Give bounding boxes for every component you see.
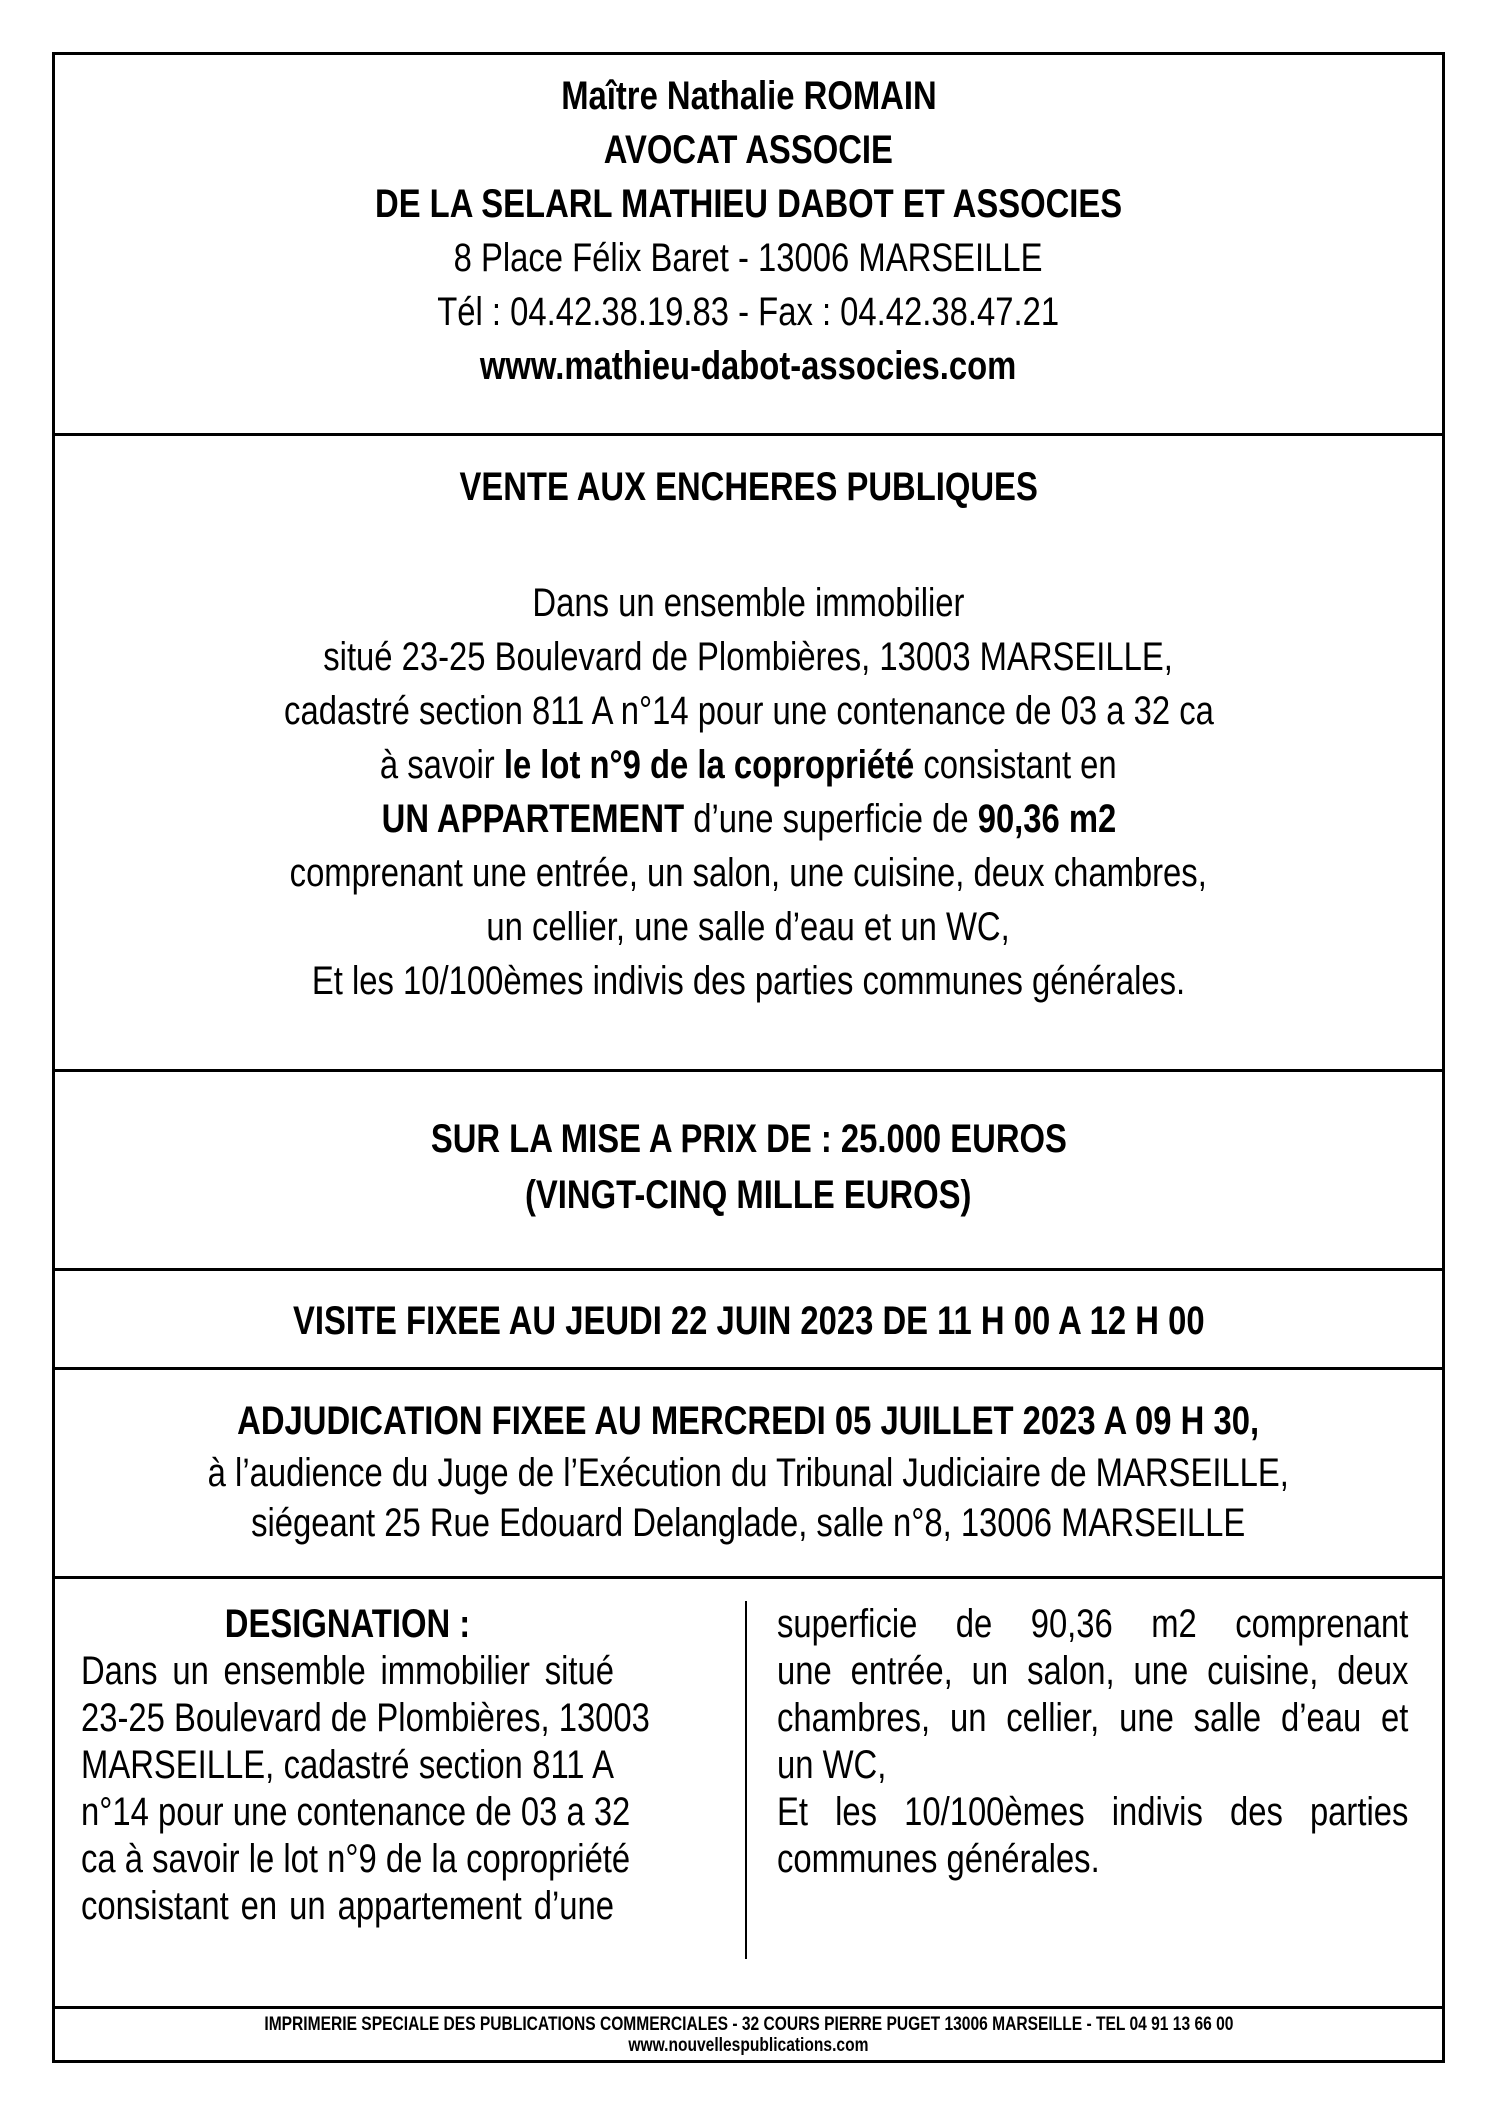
designation-line: superficie de 90,36 m2 comprenant	[777, 1602, 1409, 1646]
notice-frame	[52, 52, 1445, 2063]
sale-apartment-line: UN APPARTEMENT d’une superficie de 90,36 m2	[381, 797, 1116, 841]
designation-left-column	[81, 1601, 650, 1930]
firm-website-link[interactable]: www.mathieu-dabot-associes.com	[480, 344, 1017, 388]
adjudication-court: à l’audience du Juge de l’Exécution du Tribunal Judiciaire de MARSEILLE,	[207, 1451, 1290, 1495]
sale-lot-line: à savoir le lot n°9 de la copropriété consistant en	[380, 743, 1117, 787]
sale-line: Et les 10/100èmes indivis des parties communes générales.	[311, 959, 1186, 1003]
designation-line: une entrée, un salon, une cuisine, deux	[777, 1649, 1409, 1693]
lawyer-role: AVOCAT ASSOCIE	[603, 128, 894, 172]
designation-line: communes générales.	[777, 1837, 1100, 1881]
price-in-words: (VINGT-CINQ MILLE EUROS)	[525, 1173, 972, 1217]
column-divider	[745, 1601, 747, 1959]
adjudication-address: siégeant 25 Rue Edouard Delanglade, salle n°8, 13006 MARSEILLE	[251, 1501, 1246, 1545]
sale-line: cadastré section 811 A n°14 pour une contenance de 03 a 32 ca	[283, 689, 1214, 733]
designation-title: DESIGNATION :	[224, 1602, 471, 1646]
law-firm: DE LA SELARL MATHIEU DABOT ET ASSOCIES	[374, 182, 1123, 226]
firm-phone-fax: Tél : 04.42.38.19.83 - Fax : 04.42.38.47.21	[437, 290, 1060, 334]
designation-line: Dans un ensemble immobilier situé	[81, 1649, 614, 1693]
designation-line: 23-25 Boulevard de Plombières, 13003	[81, 1696, 650, 1740]
designation	[55, 1579, 1442, 2009]
designation-line: consistant en un appartement d’une	[81, 1884, 614, 1928]
designation-right-column	[777, 1601, 1409, 1883]
firm-address: 8 Place Félix Baret - 13006 MARSEILLE	[454, 236, 1043, 280]
adjudication-title: ADJUDICATION FIXEE AU MERCREDI 05 JUILLET 2023 A 09 H 30,	[237, 1399, 1260, 1443]
designation-line: MARSEILLE, cadastré section 811 A	[81, 1743, 614, 1787]
visit-date	[55, 1271, 1442, 1370]
sale-line: comprenant une entrée, un salon, une cuisine, deux chambres,	[289, 851, 1208, 895]
starting-price	[55, 1072, 1442, 1271]
designation-line: Et les 10/100èmes indivis des parties	[777, 1790, 1409, 1834]
printer-website-link[interactable]: www.nouvellespublications.com	[628, 2035, 869, 2056]
lot-number: le lot n°9 de la copropriété	[504, 743, 915, 787]
sale-line: Dans un ensemble immobilier	[532, 581, 965, 625]
sale-line: situé 23-25 Boulevard de Plombières, 13003 MARSEILLE,	[323, 635, 1174, 679]
sale-description	[55, 436, 1442, 1072]
designation-line: un WC,	[777, 1743, 887, 1787]
property-type: UN APPARTEMENT	[381, 797, 684, 841]
printer-info: IMPRIMERIE SPECIALE DES PUBLICATIONS COMMERCIALES - 32 COURS PIERRE PUGET 13006 MARSEILLE - TEL 04 91 13 66 00	[263, 2014, 1234, 2035]
adjudication	[55, 1370, 1442, 1579]
property-area: 90,36 m2	[977, 797, 1116, 841]
designation-line: chambres, un cellier, une salle d’eau et	[777, 1696, 1409, 1740]
price-amount: SUR LA MISE A PRIX DE : 25.000 EUROS	[430, 1117, 1067, 1161]
sale-line: un cellier, une salle d’eau et un WC,	[486, 905, 1011, 949]
visit-text: VISITE FIXEE AU JEUDI 22 JUIN 2023 DE 11 H 00 A 12 H 00	[292, 1299, 1205, 1343]
sale-title: VENTE AUX ENCHERES PUBLIQUES	[459, 465, 1038, 509]
designation-line: ca à savoir le lot n°9 de la copropriété	[81, 1837, 631, 1881]
designation-line: n°14 pour une contenance de 03 a 32	[81, 1790, 631, 1834]
lawyer-header	[55, 55, 1442, 436]
printer-footer	[55, 2009, 1442, 2060]
lawyer-name: Maître Nathalie ROMAIN	[560, 74, 937, 118]
